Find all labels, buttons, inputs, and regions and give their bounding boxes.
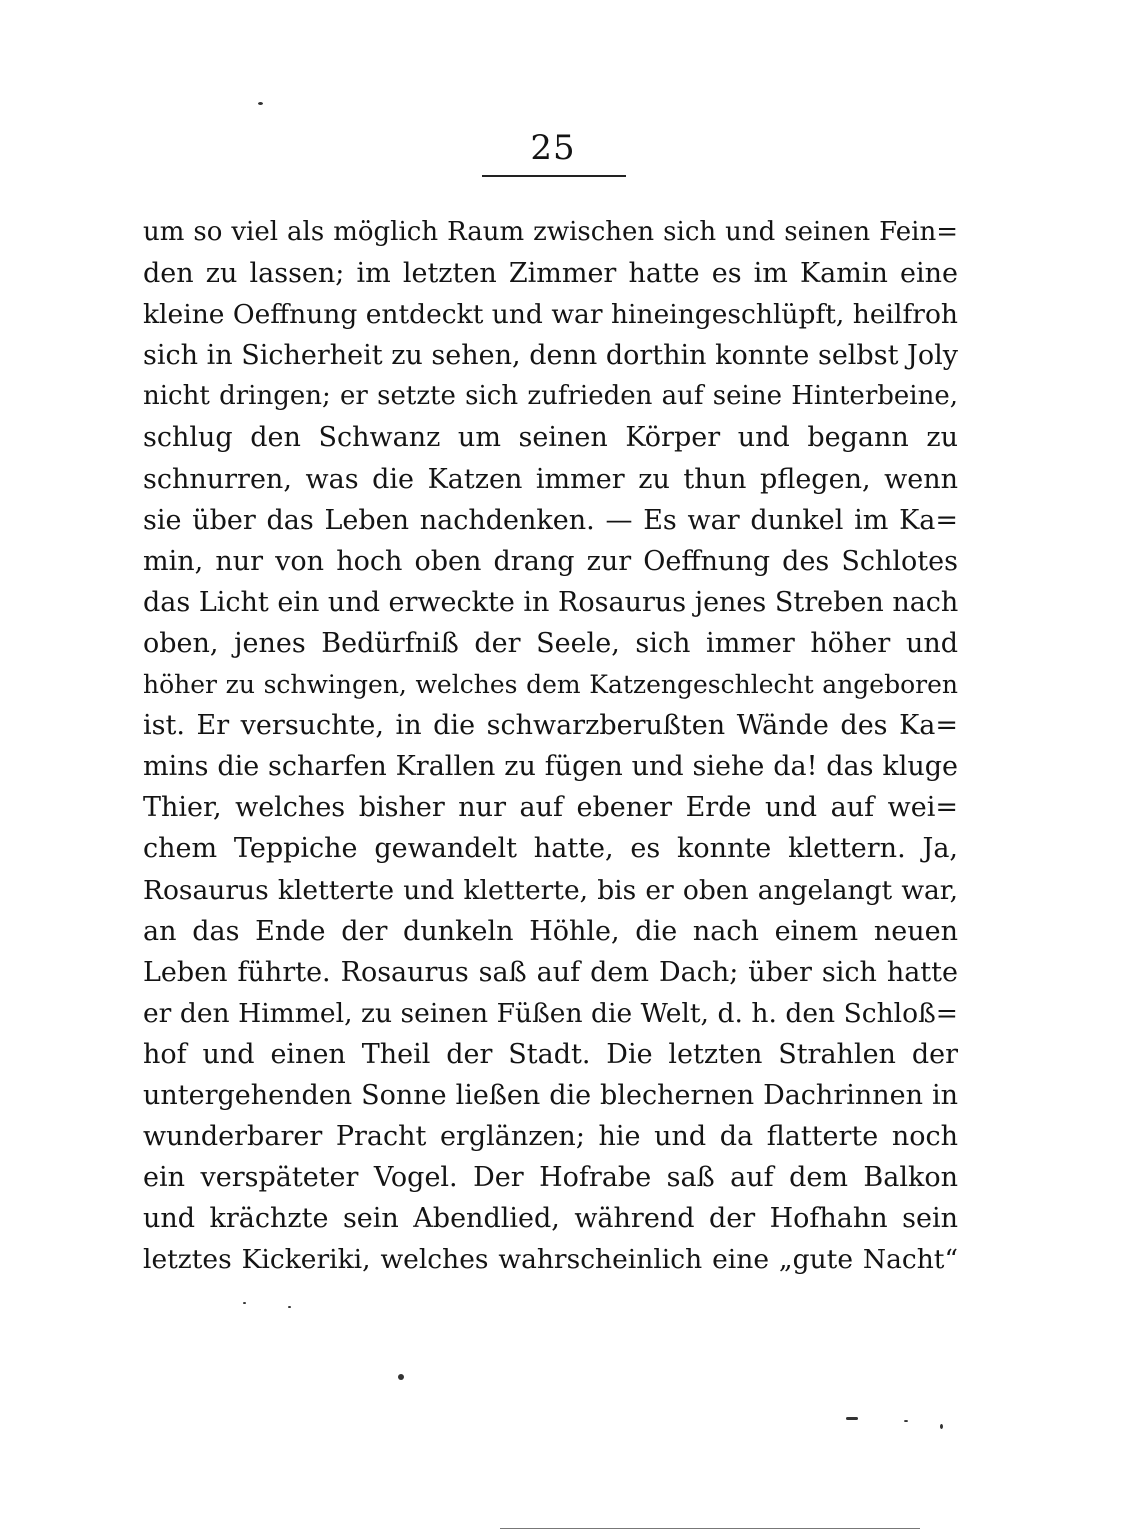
text-line: Rosaurus kletterte und kletterte, bis er oben angelangt war, [143,874,958,906]
page-number: 25 [530,128,576,168]
scan-speck [940,1424,943,1429]
scan-speck [846,1417,858,1420]
body-text [143,212,958,1280]
scan-speck [904,1420,908,1422]
text-line: mins die scharfen Krallen zu fügen und siehe da! das kluge [143,751,958,783]
text-line: sie über das Leben nachdenken. — Es war dunkel im Ka= [143,504,958,536]
text-line: hof und einen Theil der Stadt. Die letzten Strahlen der [143,1038,958,1070]
text-line: den zu lassen; im letzten Zimmer hatte es im Kamin eine [143,258,958,290]
scan-speck [243,1302,246,1304]
scan-speck [288,1306,291,1308]
text-line: Leben führte. Rosaurus saß auf dem Dach; über sich hatte [143,956,958,988]
text-line: schnurren, was die Katzen immer zu thun pflegen, wenn [143,463,958,495]
text-line: letztes Kickeriki, welches wahrscheinlich eine „gute Nacht“ [143,1244,958,1276]
text-line: schlug den Schwanz um seinen Körper und begann zu [143,422,958,454]
bottom-scan-line [500,1528,920,1529]
text-line: untergehenden Sonne ließen die blechernen Dachrinnen in [143,1079,958,1111]
header-rule [482,175,626,177]
text-line: min, nur von hoch oben drang zur Oeffnung des Schlotes [143,545,958,577]
text-line: kleine Oeffnung entdeckt und war hineingeschlüpft, heilfroh [143,299,958,331]
text-line: ein verspäteter Vogel. Der Hofrabe saß auf dem Balkon [143,1162,958,1194]
text-line: sich in Sicherheit zu sehen, denn dorthin konnte selbst Joly [143,340,958,372]
text-line: er den Himmel, zu seinen Füßen die Welt, d. h. den Schloß= [143,997,958,1029]
scan-speck [398,1374,404,1380]
text-line: chem Teppiche gewandelt hatte, es konnte klettern. Ja, [143,833,958,865]
text-line: und krächzte sein Abendlied, während der Hofhahn sein [143,1203,958,1235]
scan-speck [258,102,263,105]
text-line: nicht dringen; er setzte sich zufrieden auf seine Hinterbeine, [143,381,958,412]
text-line: Thier, welches bisher nur auf ebener Erde und auf wei= [143,792,958,824]
text-line: ist. Er versuchte, in die schwarzberußten Wände des Ka= [143,710,958,742]
text-line: oben, jenes Bedürfniß der Seele, sich immer höher und [143,627,958,659]
text-line: um so viel als möglich Raum zwischen sich und seinen Fein= [143,217,958,247]
text-line: höher zu schwingen, welches dem Katzengeschlecht angeboren [143,670,958,700]
text-line: wunderbarer Pracht erglänzen; hie und da flatterte noch [143,1121,958,1153]
text-line: das Licht ein und erweckte in Rosaurus jenes Streben nach [143,586,958,618]
text-line: an das Ende der dunkeln Höhle, die nach einem neuen [143,915,958,947]
